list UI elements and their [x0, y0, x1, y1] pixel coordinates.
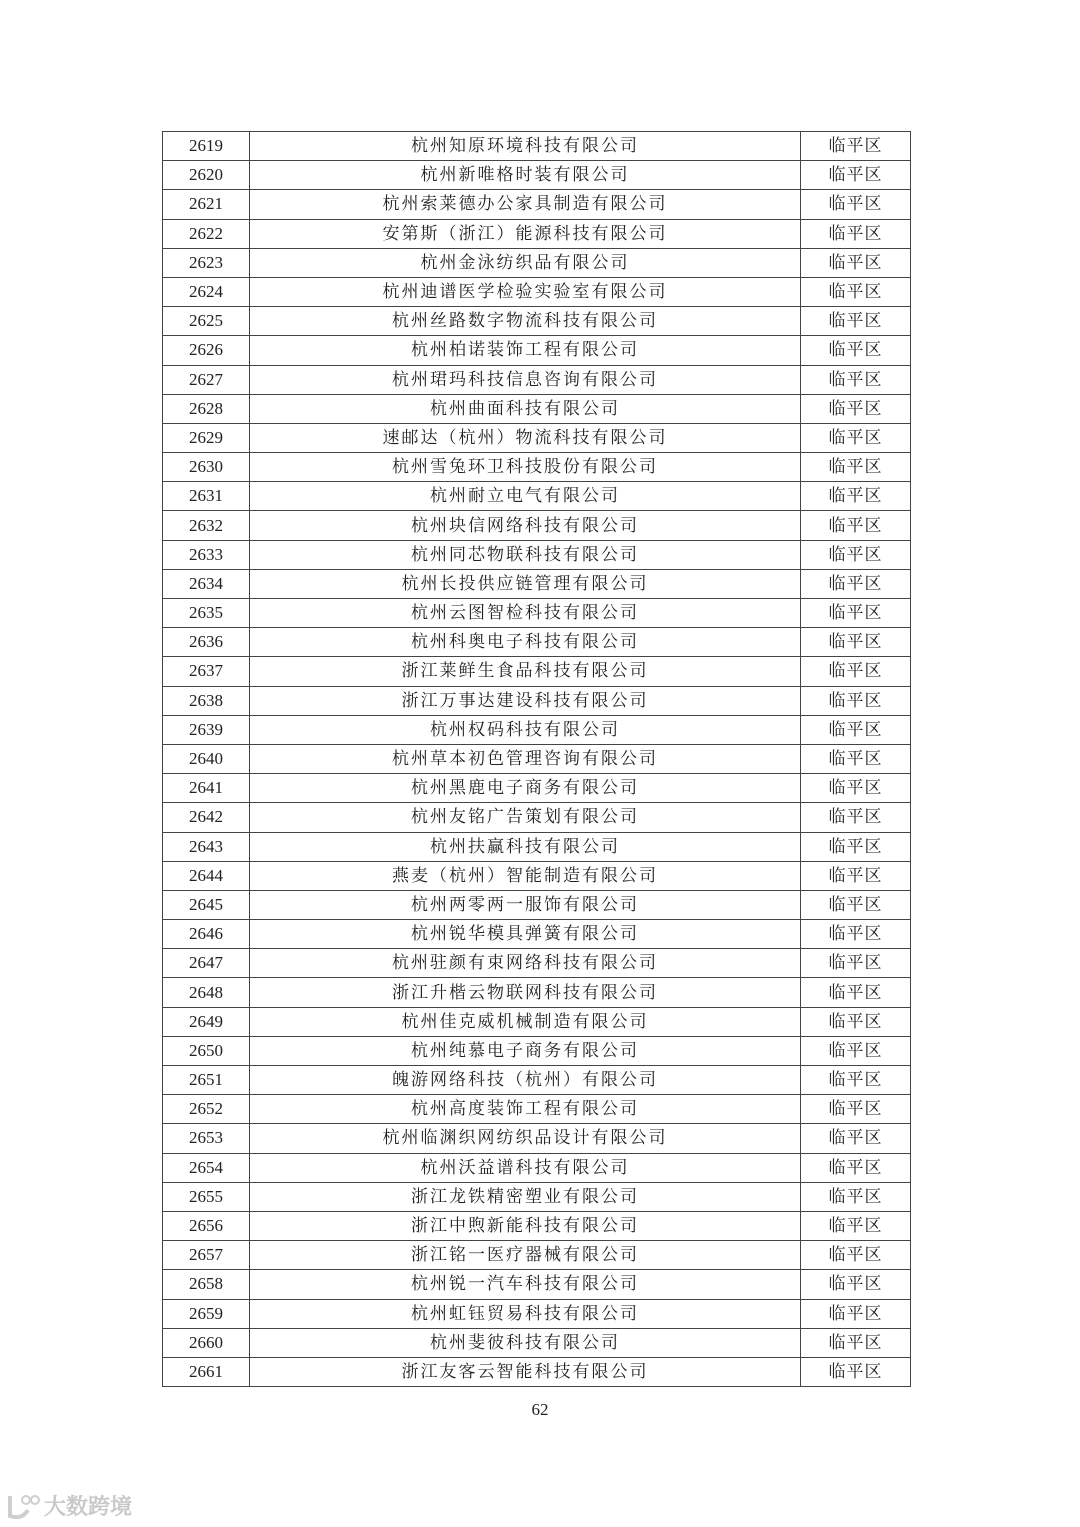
- district: 临平区: [801, 774, 911, 803]
- row-number: 2654: [163, 1153, 250, 1182]
- table-row: [163, 1007, 911, 1036]
- row-number: 2623: [163, 248, 250, 277]
- district: 临平区: [801, 190, 911, 219]
- row-number: 2632: [163, 511, 250, 540]
- company-name: 杭州珺玛科技信息咨询有限公司: [250, 365, 801, 394]
- row-number: 2628: [163, 394, 250, 423]
- company-name: 杭州迪谱医学检验实验室有限公司: [250, 277, 801, 306]
- company-name: 杭州高度装饰工程有限公司: [250, 1095, 801, 1124]
- company-name: 燕麦（杭州）智能制造有限公司: [250, 861, 801, 890]
- district: 临平区: [801, 890, 911, 919]
- table-row: [163, 774, 911, 803]
- row-number: 2636: [163, 628, 250, 657]
- row-number: 2631: [163, 482, 250, 511]
- row-number: 2639: [163, 715, 250, 744]
- company-name: 杭州雪兔环卫科技股份有限公司: [250, 453, 801, 482]
- company-name: 速邮达（杭州）物流科技有限公司: [250, 423, 801, 452]
- district: 临平区: [801, 1095, 911, 1124]
- company-name: 浙江龙铁精密塑业有限公司: [250, 1182, 801, 1211]
- district: 临平区: [801, 1211, 911, 1240]
- row-number: 2640: [163, 744, 250, 773]
- district: 临平区: [801, 1036, 911, 1065]
- row-number: 2642: [163, 803, 250, 832]
- district: 临平区: [801, 1241, 911, 1270]
- row-number: 2630: [163, 453, 250, 482]
- row-number: 2633: [163, 540, 250, 569]
- table-row: [163, 744, 911, 773]
- table-row: [163, 307, 911, 336]
- row-number: 2660: [163, 1328, 250, 1357]
- district: 临平区: [801, 1124, 911, 1153]
- table-row: [163, 482, 911, 511]
- table-row: [163, 161, 911, 190]
- table-row: [163, 1299, 911, 1328]
- watermark: [6, 1490, 132, 1521]
- table-row: [163, 1095, 911, 1124]
- row-number: 2643: [163, 832, 250, 861]
- company-name: 杭州佳克威机械制造有限公司: [250, 1007, 801, 1036]
- company-name: 浙江莱鲜生食品科技有限公司: [250, 657, 801, 686]
- district: 临平区: [801, 219, 911, 248]
- district: 临平区: [801, 365, 911, 394]
- district: 临平区: [801, 307, 911, 336]
- watermark-text: 大数跨境: [44, 1495, 133, 1520]
- company-name: 杭州斐彼科技有限公司: [250, 1328, 801, 1357]
- district: 临平区: [801, 1299, 911, 1328]
- company-name: 安第斯（浙江）能源科技有限公司: [250, 219, 801, 248]
- company-name: 杭州纯慕电子商务有限公司: [250, 1036, 801, 1065]
- district: 临平区: [801, 540, 911, 569]
- district: 临平区: [801, 394, 911, 423]
- company-name: 杭州耐立电气有限公司: [250, 482, 801, 511]
- row-number: 2648: [163, 978, 250, 1007]
- company-name: 杭州索莱德办公家具制造有限公司: [250, 190, 801, 219]
- row-number: 2646: [163, 920, 250, 949]
- table-row: [163, 540, 911, 569]
- district: 临平区: [801, 1328, 911, 1357]
- district: 临平区: [801, 277, 911, 306]
- table-row: [163, 920, 911, 949]
- company-name: 杭州草本初色管理咨询有限公司: [250, 744, 801, 773]
- district: 临平区: [801, 453, 911, 482]
- logo-icon: [6, 1492, 40, 1520]
- table-row: [163, 365, 911, 394]
- company-name: 杭州柏诺装饰工程有限公司: [250, 336, 801, 365]
- company-name: 杭州锐华模具弹簧有限公司: [250, 920, 801, 949]
- company-name: 魄游网络科技（杭州）有限公司: [250, 1066, 801, 1095]
- row-number: 2635: [163, 599, 250, 628]
- district: 临平区: [801, 628, 911, 657]
- district: 临平区: [801, 336, 911, 365]
- row-number: 2629: [163, 423, 250, 452]
- row-number: 2624: [163, 277, 250, 306]
- row-number: 2658: [163, 1270, 250, 1299]
- table-row: [163, 248, 911, 277]
- table-row: [163, 657, 911, 686]
- district: 临平区: [801, 861, 911, 890]
- table-row: [163, 978, 911, 1007]
- table-row: [163, 628, 911, 657]
- company-name: 杭州云图智检科技有限公司: [250, 599, 801, 628]
- district: 临平区: [801, 1270, 911, 1299]
- row-number: 2655: [163, 1182, 250, 1211]
- row-number: 2626: [163, 336, 250, 365]
- company-name: 杭州块信网络科技有限公司: [250, 511, 801, 540]
- table-row: [163, 219, 911, 248]
- table-row: [163, 715, 911, 744]
- company-name: 杭州沃益谱科技有限公司: [250, 1153, 801, 1182]
- table-row: [163, 686, 911, 715]
- row-number: 2622: [163, 219, 250, 248]
- district: 临平区: [801, 832, 911, 861]
- table-row: [163, 569, 911, 598]
- table-row: [163, 949, 911, 978]
- district: 临平区: [801, 599, 911, 628]
- company-name: 浙江升楷云物联网科技有限公司: [250, 978, 801, 1007]
- table-row: [163, 599, 911, 628]
- company-name: 杭州驻颜有束网络科技有限公司: [250, 949, 801, 978]
- company-name: 杭州曲面科技有限公司: [250, 394, 801, 423]
- district: 临平区: [801, 1153, 911, 1182]
- district: 临平区: [801, 132, 911, 161]
- company-list-table: [162, 131, 911, 1387]
- table-row: [163, 890, 911, 919]
- table-row: [163, 1241, 911, 1270]
- company-name: 杭州科奥电子科技有限公司: [250, 628, 801, 657]
- district: 临平区: [801, 161, 911, 190]
- row-number: 2625: [163, 307, 250, 336]
- district: 临平区: [801, 686, 911, 715]
- table-row: [163, 190, 911, 219]
- district: 临平区: [801, 511, 911, 540]
- district: 临平区: [801, 248, 911, 277]
- company-name: 杭州同芯物联科技有限公司: [250, 540, 801, 569]
- table-body: [163, 132, 911, 1387]
- row-number: 2638: [163, 686, 250, 715]
- table-row: [163, 832, 911, 861]
- table-row: [163, 1270, 911, 1299]
- district: 临平区: [801, 949, 911, 978]
- table-row: [163, 1182, 911, 1211]
- row-number: 2657: [163, 1241, 250, 1270]
- company-name: 浙江万事达建设科技有限公司: [250, 686, 801, 715]
- row-number: 2644: [163, 861, 250, 890]
- row-number: 2619: [163, 132, 250, 161]
- company-name: 杭州扶赢科技有限公司: [250, 832, 801, 861]
- table-row: [163, 1124, 911, 1153]
- table-row: [163, 1328, 911, 1357]
- row-number: 2659: [163, 1299, 250, 1328]
- row-number: 2650: [163, 1036, 250, 1065]
- table-row: [163, 277, 911, 306]
- company-name: 杭州黑鹿电子商务有限公司: [250, 774, 801, 803]
- district: 临平区: [801, 803, 911, 832]
- row-number: 2634: [163, 569, 250, 598]
- company-name: 杭州两零两一服饰有限公司: [250, 890, 801, 919]
- row-number: 2621: [163, 190, 250, 219]
- company-name: 杭州长投供应链管理有限公司: [250, 569, 801, 598]
- table-row: [163, 511, 911, 540]
- district: 临平区: [801, 482, 911, 511]
- company-name: 杭州临渊织网纺织品设计有限公司: [250, 1124, 801, 1153]
- district: 临平区: [801, 1007, 911, 1036]
- table-row: [163, 1357, 911, 1386]
- page-number: 62: [531, 1400, 549, 1419]
- company-name: 浙江友客云智能科技有限公司: [250, 1357, 801, 1386]
- row-number: 2661: [163, 1357, 250, 1386]
- row-number: 2637: [163, 657, 250, 686]
- company-name: 杭州金泳纺织品有限公司: [250, 248, 801, 277]
- row-number: 2620: [163, 161, 250, 190]
- table-row: [163, 861, 911, 890]
- row-number: 2645: [163, 890, 250, 919]
- company-name: 浙江铭一医疗器械有限公司: [250, 1241, 801, 1270]
- company-name: 杭州锐一汽车科技有限公司: [250, 1270, 801, 1299]
- district: 临平区: [801, 657, 911, 686]
- district: 临平区: [801, 744, 911, 773]
- row-number: 2647: [163, 949, 250, 978]
- district: 临平区: [801, 569, 911, 598]
- row-number: 2656: [163, 1211, 250, 1240]
- row-number: 2649: [163, 1007, 250, 1036]
- district: 临平区: [801, 715, 911, 744]
- district: 临平区: [801, 1357, 911, 1386]
- company-name: 杭州友铭广告策划有限公司: [250, 803, 801, 832]
- district: 临平区: [801, 1066, 911, 1095]
- company-name: 杭州新唯格时装有限公司: [250, 161, 801, 190]
- district: 临平区: [801, 423, 911, 452]
- row-number: 2653: [163, 1124, 250, 1153]
- table-row: [163, 1066, 911, 1095]
- table-row: [163, 1211, 911, 1240]
- district: 临平区: [801, 920, 911, 949]
- table-row: [163, 336, 911, 365]
- table-row: [163, 423, 911, 452]
- row-number: 2641: [163, 774, 250, 803]
- row-number: 2627: [163, 365, 250, 394]
- company-name: 杭州虹钰贸易科技有限公司: [250, 1299, 801, 1328]
- company-name: 杭州知原环境科技有限公司: [250, 132, 801, 161]
- company-name: 杭州权码科技有限公司: [250, 715, 801, 744]
- table-row: [163, 1036, 911, 1065]
- district: 临平区: [801, 1182, 911, 1211]
- table-row: [163, 803, 911, 832]
- row-number: 2651: [163, 1066, 250, 1095]
- table-row: [163, 394, 911, 423]
- table-row: [163, 453, 911, 482]
- table-row: [163, 132, 911, 161]
- table-row: [163, 1153, 911, 1182]
- district: 临平区: [801, 978, 911, 1007]
- row-number: 2652: [163, 1095, 250, 1124]
- company-name: 杭州丝路数字物流科技有限公司: [250, 307, 801, 336]
- company-name: 浙江中煦新能科技有限公司: [250, 1211, 801, 1240]
